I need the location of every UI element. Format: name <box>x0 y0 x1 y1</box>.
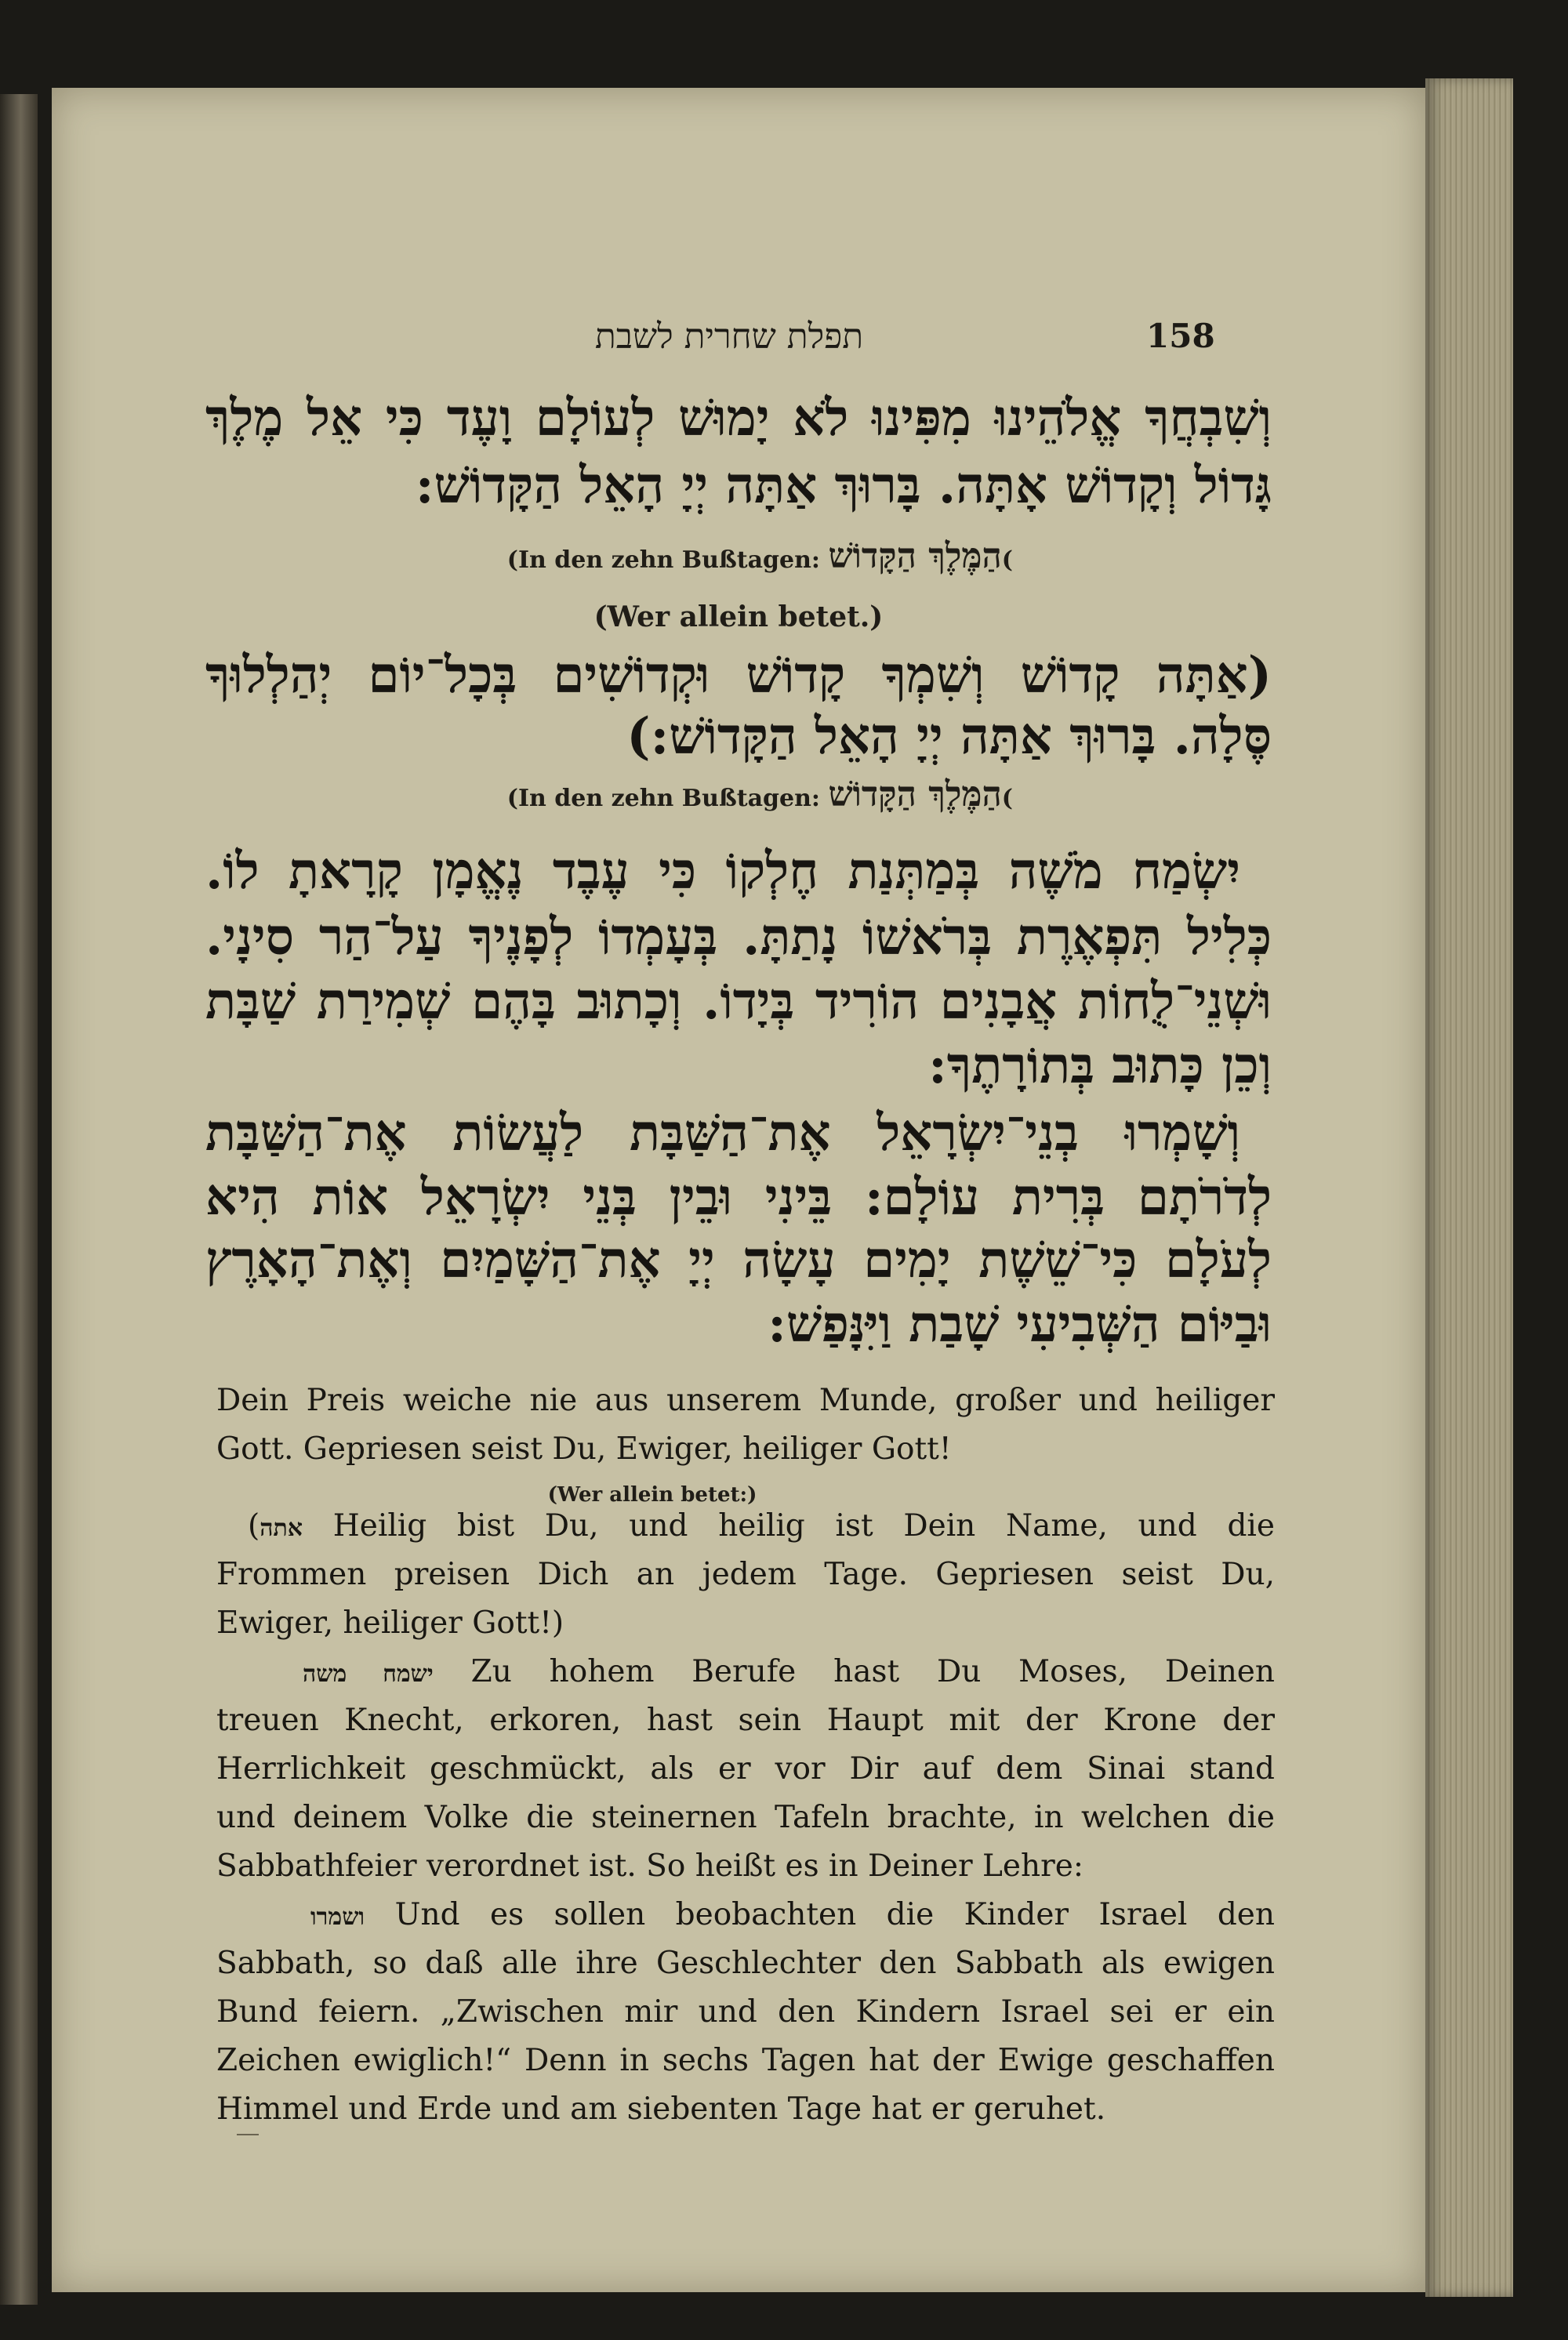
page-fore-edge <box>1425 78 1513 2297</box>
hebrew-line: וְשִׁבְחֲךָ אֱלֹהֵינוּ מִפִּינוּ לֹא יָמוּשׁ לְעוֹלָם וָעֶד כִּי אֵל מֶלֶךְ <box>205 389 1272 448</box>
hebrew-marker: אתה <box>260 1515 303 1542</box>
hebrew-line: וּשְׁנֵי־לֻחוֹת אֲבָנִים הוֹרִיד בְּיָדוֹ. וְכָתוּב בָּהֶם שְׁמִירַת שַׁבָּת <box>205 972 1272 1031</box>
bustagen-note: (In den zehn Bußtagen: הַמֶּלֶךְ הַקָּדוֹשׁ( <box>506 536 1013 576</box>
bustagen-note-label: (In den zehn Bußtagen: <box>506 785 820 812</box>
german-line: Himmel und Erde und am siebenten Tage hat er geruhet. <box>216 2091 1106 2127</box>
hebrew-line: וְכֵן כָּתוּב בְּתוֹרָתֶךָ: <box>928 1036 1272 1095</box>
bustagen-note-hebrew: הַמֶּלֶךְ הַקָּדוֹשׁ <box>828 536 1002 576</box>
german-line: und deinem Volke die steinernen Tafeln brachte, in welchen die <box>216 1800 1275 1835</box>
left-page-edge <box>0 94 38 2305</box>
german-line: Frommen preisen Dich an jedem Tage. Gepriesen seist Du, <box>216 1557 1275 1592</box>
hebrew-marker: ישמח משה <box>303 1660 434 1688</box>
german-line: Bund feiern. „Zwischen mir und den Kindern Israel sei er ein <box>216 1994 1275 2030</box>
bustagen-note-hebrew: הַמֶּלֶךְ הַקָּדוֹשׁ <box>828 775 1002 814</box>
german-line: Sabbathfeier verordnet ist. So heißt es in Deiner Lehre: <box>216 1848 1083 1884</box>
german-line: Ewiger, heiliger Gott!) <box>216 1605 564 1641</box>
german-line: Herrlichkeit geschmückt, als er vor Dir auf dem Sinai stand <box>216 1751 1275 1787</box>
german-line-text: Heilig bist Du, und heilig ist Dein Name, und die <box>332 1508 1275 1544</box>
hebrew-line: לְדֹרֹתָם בְּרִית עוֹלָם: בֵּינִי וּבֵין בְּנֵי יִשְׂרָאֵל אוֹת הִיא <box>205 1168 1272 1227</box>
margin-mark <box>237 2134 259 2135</box>
bustagen-note-label: (In den zehn Bußtagen: <box>506 546 820 574</box>
hebrew-line: לְעֹלָם כִּי־שֵׁשֶׁת יָמִים עָשָׂה יְיָ אֶת־הַשָּׁמַיִם וְאֶת־הָאָרֶץ <box>205 1231 1272 1290</box>
hebrew-marker: ושמרו <box>310 1903 365 1931</box>
bustagen-note: (In den zehn Bußtagen: הַמֶּלֶךְ הַקָּדוֹשׁ( <box>506 775 1013 814</box>
german-line: Sabbath, so daß alle ihre Geschlechter den Sabbath als ewigen <box>216 1946 1275 1981</box>
german-line-text: Und es sollen beobachten die Kinder Israel den <box>394 1897 1275 1932</box>
hebrew-line: (אַתָּה קָדוֹשׁ וְשִׁמְךָ קָדוֹשׁ וּקְדוֹשִׁים בְּכָל־יוֹם יְהַלְלוּךָ <box>205 646 1272 705</box>
paren: ( <box>248 1508 260 1544</box>
german-line: Gott. Gepriesen seist Du, Ewiger, heiliger Gott! <box>216 1431 952 1467</box>
german-line: Dein Preis weiche nie aus unserem Munde, großer und heiliger <box>216 1383 1275 1418</box>
hebrew-line: סֶּלָה. בָּרוּךְ אַתָּה יְיָ הָאֵל הַקָּדוֹשׁ:) <box>626 707 1272 766</box>
german-line <box>303 1654 1275 1689</box>
hebrew-line: יִשְׂמַח מֹשֶׁה בְּמַתְּנַת חֶלְקוֹ כִּי עֶבֶד נֶאֱמָן קָרָאתָ לוֹ. <box>205 842 1240 901</box>
running-head <box>52 317 1425 372</box>
running-title: תפלת שחרית לשבת <box>594 317 864 357</box>
book-page <box>52 88 1425 2292</box>
wer-allein-heading: (Wer allein betet.) <box>593 600 884 633</box>
german-line: Zeichen ewiglich!“ Denn in sechs Tagen hat der Ewige geschaffen <box>216 2043 1275 2078</box>
page-number: 158 <box>1146 317 1215 355</box>
german-line: treuen Knecht, erkoren, hast sein Haupt mit der Krone der <box>216 1703 1275 1738</box>
hebrew-line: וּבַיּוֹם הַשְּׁבִיעִי שָׁבַת וַיִּנָּפַשׁ: <box>768 1295 1272 1354</box>
hebrew-line: וְשָׁמְרוּ בְנֵי־יִשְׂרָאֵל אֶת־הַשַּׁבָּת לַעֲשׂוֹת אֶת־הַשַּׁבָּת <box>205 1104 1240 1163</box>
hebrew-line: כְּלִיל תִּפְאֶרֶת בְּרֹאשׁוֹ נָתַתָּ. בְּעָמְדוֹ לְפָנֶיךָ עַל־הַר סִינָי. <box>205 908 1272 967</box>
german-line <box>248 1508 1275 1544</box>
german-line <box>310 1897 1275 1932</box>
hebrew-line: גָּדוֹל וְקָדוֹשׁ אָתָּה. בָּרוּךְ אַתָּה יְיָ הָאֵל הַקָּדוֹשׁ: <box>415 456 1272 515</box>
wer-allein-note: (Wer allein betet:) <box>547 1483 757 1507</box>
german-line-text: Zu hohem Berufe hast Du Moses, Deinen <box>470 1654 1275 1689</box>
